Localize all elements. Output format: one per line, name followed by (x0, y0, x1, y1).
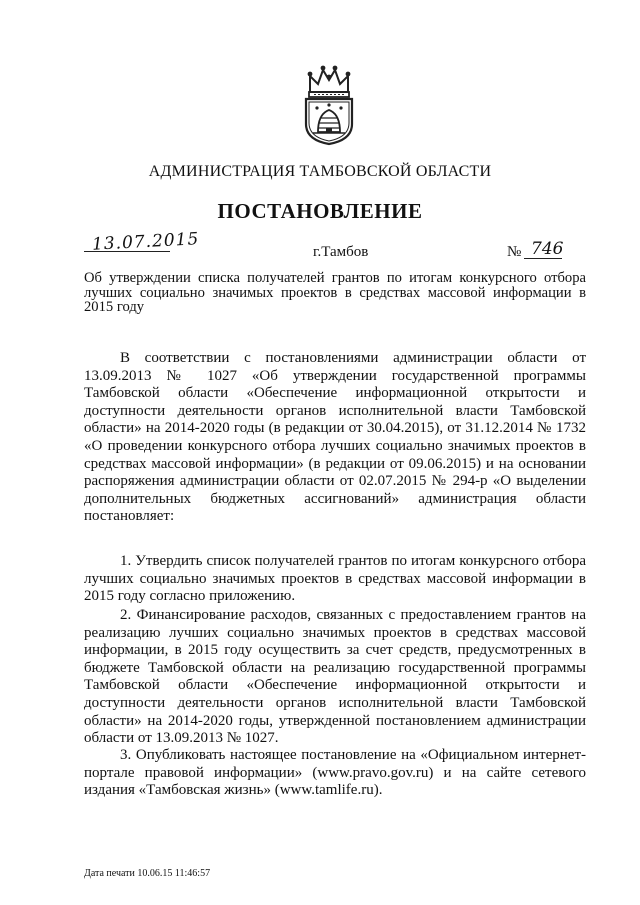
document-number-value: 746 (531, 239, 564, 259)
organization-name: АДМИНИСТРАЦИЯ ТАМБОВСКОЙ ОБЛАСТИ (148, 163, 492, 180)
document-subject: Об утверждении списка получателей грантов по итогам конкурсного отбора лучших социально значимых проектов в средствах массовой информации в 2015 году (84, 270, 586, 315)
item-3-paragraph: 3. Опубликовать настоящее постановление на «Официальном интернет-портале правовой информации» (www.pravo.gov.ru) и на сайте сетевого издания «Тамбовская жизнь» (www.tamlife.ru). (84, 747, 586, 799)
item-2-paragraph: 2. Финансирование расходов, связанных с предоставлением грантов на реализацию лучших социально значимых проектов в средствах массовой информации, в 2015 году осуществить за счет средств, предусмотренных в бюджете Тамбовской области на реализацию государственной программы Тамбовской области «Обеспечение информационной открытости и доступности деятельности органов исполнительной власти Тамбовской области» на 2014-2020 годы, утвержденной постановлением администрации области от 13.09.2013 № 1027. (84, 607, 586, 747)
tambov-coat-of-arms-icon (298, 62, 360, 146)
document-type-title: ПОСТАНОВЛЕНИЕ (217, 199, 423, 223)
document-city: г.Тамбов (313, 244, 369, 260)
print-date-footer: Дата печати 10.06.15 11:46:57 (84, 868, 211, 879)
preamble-paragraph: В соответствии с постановлениями администрации области от 13.09.2013 № 1027 «Об утверждении государственной программы Тамбовской области «Обеспечение информационной открытости и доступности деятельности органов исполнительной власти Тамбовской области» на 2014-2020 годы (в редакции от 30.04.2015), от 31.12.2014 № 1732 «О проведении конкурсного отбора лучших социально значимых проектов в средствах массовой информации» (в редакции от 09.06.2015) и на основании распоряжения администрации области от 02.07.2015 № 294-р «О выделении дополнительных бюджетных ассигнований» администрация области постановляет: (84, 350, 586, 525)
document-number-label: № (507, 244, 522, 260)
number-underline (524, 258, 562, 259)
item-1-paragraph: 1. Утвердить список получателей грантов по итогам конкурсного отбора лучших социально значимых проектов в средствах массовой информации в 2015 году согласно приложению. (84, 553, 586, 605)
date-underline (84, 251, 170, 252)
document-date: 13.07.2015 (91, 229, 200, 255)
